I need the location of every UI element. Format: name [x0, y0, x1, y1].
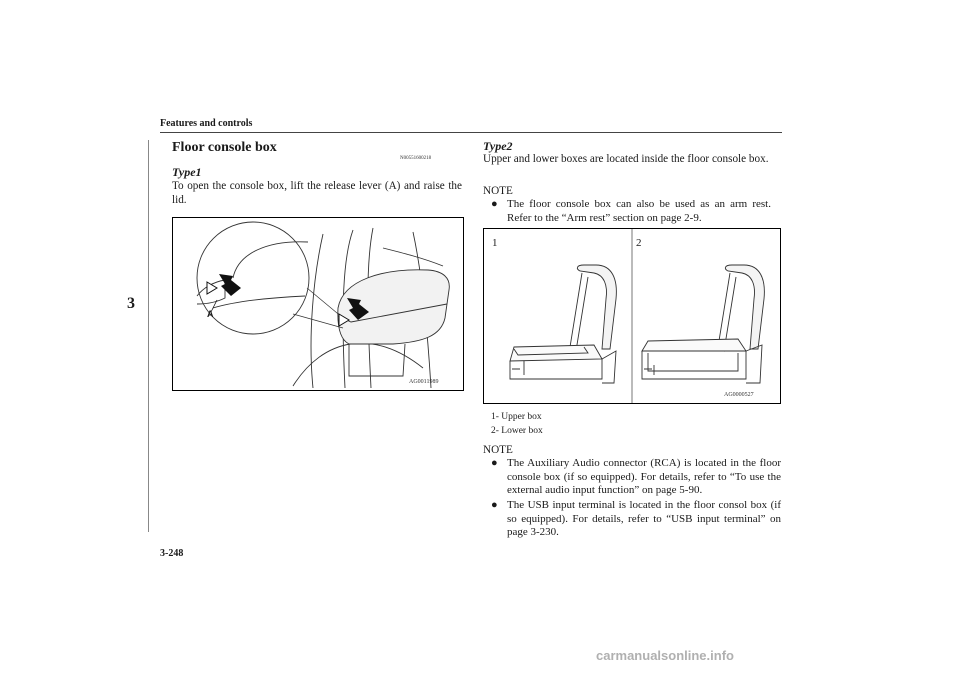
header-rule — [160, 132, 782, 133]
console-lid-illustration — [173, 218, 463, 390]
note2-label: NOTE — [483, 444, 513, 456]
note2-bullet-usb-text: The USB input terminal is located in the floor consol box (if so equipped). For details, refer to “USB input terminal” on page 3-230. — [507, 499, 781, 538]
section-header: Features and controls — [160, 118, 253, 129]
bullet-icon: ● — [491, 457, 498, 469]
note1-bullet — [491, 198, 771, 226]
caption-upper-box: 1- Upper box — [491, 412, 542, 422]
type2-heading: Type2 — [483, 139, 513, 153]
note1-bullet-text: The floor console box can also be used as an arm rest. Refer to the “Arm rest” section on page 2-9. — [507, 198, 771, 224]
page-title: Floor console box — [172, 140, 277, 155]
chapter-number: 3 — [127, 295, 135, 312]
section-code: N00551600218 — [400, 156, 432, 161]
figure-label-1: 1 — [492, 237, 498, 249]
type1-text: To open the console box, lift the release lever (A) and raise the lid. — [172, 180, 462, 206]
figure-label-2: 2 — [636, 237, 642, 249]
bullet-icon: ● — [491, 198, 498, 210]
note2-bullet-usb — [491, 499, 781, 541]
caption-lower-box: 2- Lower box — [491, 426, 543, 436]
figure-console-lid — [172, 217, 464, 391]
type1-heading: Type1 — [172, 165, 202, 179]
note2-bullet-audio — [491, 457, 781, 499]
upper-lower-box-illustration — [484, 229, 780, 403]
bullet-icon: ● — [491, 499, 498, 511]
watermark: carmanualsonline.info — [596, 648, 734, 663]
note1-label: NOTE — [483, 185, 513, 197]
chapter-bar — [148, 140, 149, 532]
type2-text: Upper and lower boxes are located inside the floor console box. — [483, 153, 769, 165]
figure2-code: AG0000527 — [724, 392, 754, 398]
figure1-code: AG0011989 — [409, 379, 439, 385]
lever-label-a: A — [207, 309, 214, 319]
note2-bullet-audio-text: The Auxiliary Audio connector (RCA) is located in the floor console box (if so equipped). For details, refer to “To use the external audio input function” on page 5-90. — [507, 457, 781, 496]
figure-console-boxes — [483, 228, 781, 404]
page-number: 3-248 — [160, 548, 184, 559]
